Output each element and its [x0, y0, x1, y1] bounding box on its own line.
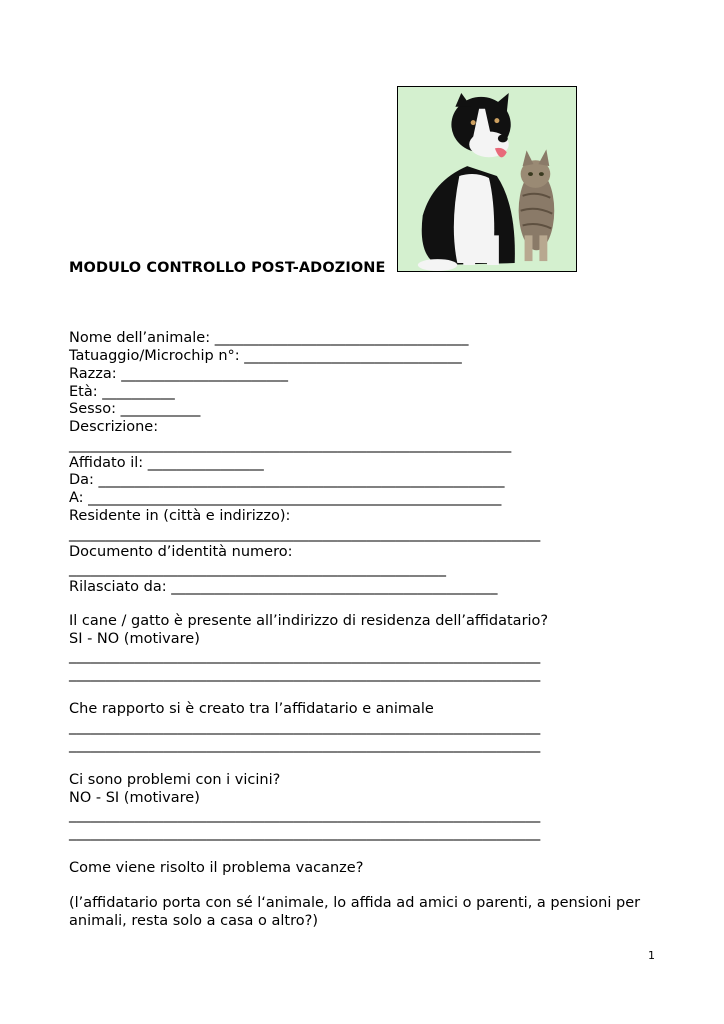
question-vicini-options: NO - SI (motivare) [69, 790, 200, 806]
question-vicini: Ci sono problemi con i vicini? [69, 772, 281, 788]
page-number: 1 [648, 949, 655, 962]
question-rapporto: Che rapporto si è creato tra l’affidatario e animale [69, 701, 434, 717]
field-residente-line: _________________________________________________________________ [69, 526, 541, 542]
field-eta: Età: __________ [69, 384, 175, 400]
field-documento-line: ____________________________________________________ [69, 561, 446, 577]
field-documento-label: Documento d’identità numero: [69, 544, 293, 560]
question-vacanze-note-2: animali, resta solo a casa o altro?) [69, 913, 318, 929]
answer-line: _________________________________________________________________ [69, 825, 541, 841]
answer-line: _________________________________________________________________ [69, 719, 541, 735]
field-razza: Razza: _______________________ [69, 366, 288, 382]
answer-line: _________________________________________________________________ [69, 648, 541, 664]
answer-line: _________________________________________________________________ [69, 666, 541, 682]
answer-line: _________________________________________________________________ [69, 737, 541, 753]
field-rilasciato-da: Rilasciato da: _____________________________________________ [69, 579, 498, 595]
answer-line: _________________________________________________________________ [69, 807, 541, 823]
field-nome-animale: Nome dell’animale: ___________________________________ [69, 330, 469, 346]
field-affidato-il: Affidato il: ________________ [69, 455, 264, 471]
question-presenza-residenza: Il cane / gatto è presente all’indirizzo di residenza dell’affidatario? [69, 613, 549, 629]
question-presenza-options: SI - NO (motivare) [69, 631, 200, 647]
field-tatuaggio-microchip: Tatuaggio/Microchip n°: ______________________________ [69, 348, 462, 364]
field-a: A: _________________________________________________________ [69, 490, 502, 506]
document-title: MODULO CONTROLLO POST-ADOZIONE [69, 260, 386, 276]
question-vacanze-note-1: (l’affidatario porta con sé l‘animale, lo affida ad amici o parenti, a pensioni per [69, 895, 641, 911]
field-residente-label: Residente in (città e indirizzo): [69, 508, 291, 524]
dog-and-cat-photo [397, 86, 577, 272]
field-descrizione-line: _____________________________________________________________ [69, 437, 512, 453]
field-da: Da: ________________________________________________________ [69, 472, 505, 488]
field-descrizione-label: Descrizione: [69, 419, 159, 435]
field-sesso: Sesso: ___________ [69, 401, 201, 417]
question-vacanze: Come viene risolto il problema vacanze? [69, 860, 364, 876]
